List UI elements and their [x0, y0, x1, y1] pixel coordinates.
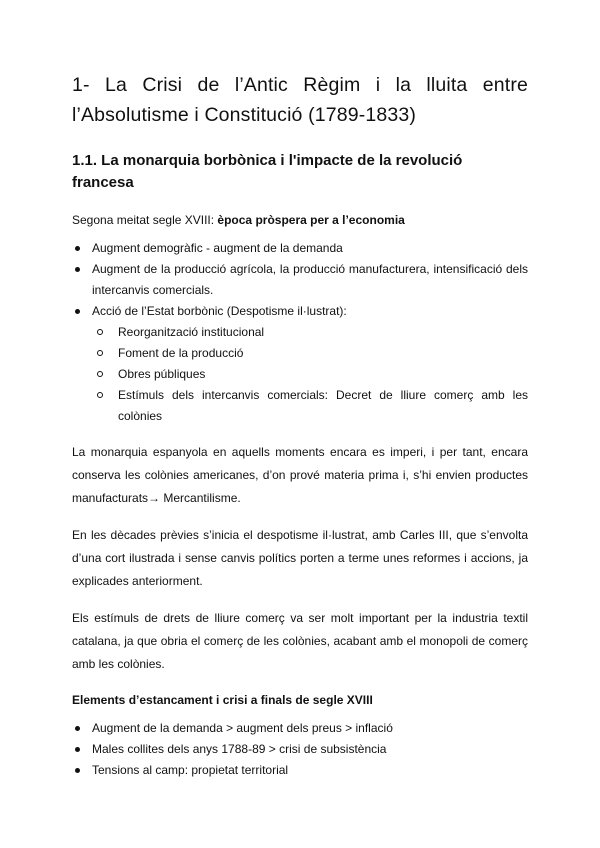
bullet-circle-icon — [97, 371, 103, 377]
list-item-text: Augment de la demanda > augment dels preus > inflació — [92, 721, 393, 735]
list-item — [72, 739, 528, 760]
sub-list-item — [92, 343, 528, 364]
sub-list-item-text: Foment de la producció — [118, 346, 244, 360]
sub-list-item — [92, 322, 528, 343]
document-title: 1- La Crisi de l’Antic Règim i la lluita entre l’Absolutisme i Constitució (1789-1833) — [72, 74, 528, 126]
list-item-text: Augment demogràfic - augment de la demanda — [92, 241, 343, 255]
bullet-list-crisis — [72, 718, 528, 781]
section-heading: 1.1. La monarquia borbònica i l'impacte de la revolució francesa — [72, 152, 463, 191]
bullet-dot-icon — [75, 246, 80, 251]
paragraph: La monarquia espanyola en aquells moments encara es imperi, i per tant, encara conserva les colònies americanes, d’on prové materia prima i, s’hi envien productes manufacturats→ Mercantilisme. — [72, 445, 528, 505]
bullet-dot-icon — [75, 309, 80, 314]
list-item — [72, 301, 528, 427]
bullet-dot-icon — [75, 726, 80, 731]
bullet-circle-icon — [97, 392, 103, 398]
bullet-circle-icon — [97, 350, 103, 356]
list-item-text: Males collites dels anys 1788-89 > crisi de subsistència — [92, 742, 387, 756]
paragraph: En les dècades prèvies s’inicia el despotisme il·lustrat, amb Carles III, que s’envolta d’una cort ilustrada i sense canvis polítics porten a terme unes reformes i accions, ja explicades anteriorment. — [72, 528, 528, 588]
bullet-list-economy — [72, 238, 528, 427]
subheading: Elements d’estancament i crisi a finals de segle XVIII — [72, 693, 373, 707]
sub-list-item-text: Estímuls dels intercanvis comercials: Decret de lliure comerç amb les colònies — [118, 388, 528, 423]
list-item — [72, 760, 528, 781]
sub-bullet-list — [92, 322, 528, 427]
list-item-text: Augment de la producció agrícola, la producció manufacturera, intensificació dels intercanvis comercials. — [92, 262, 528, 297]
list-item — [72, 259, 528, 301]
bullet-circle-icon — [97, 329, 103, 335]
bullet-dot-icon — [75, 267, 80, 272]
list-item-text: Tensions al camp: propietat territorial — [92, 763, 289, 777]
lead-line — [72, 210, 528, 230]
bullet-dot-icon — [75, 747, 80, 752]
list-item-text: Acció de l’Estat borbònic (Despotisme il·lustrat): — [92, 304, 347, 318]
paragraph: Els estímuls de drets de lliure comerç va ser molt important per la industria textil catalana, ja que obria el comerç de les colònies, acabant amb el monopoli de comerç amb les colònies. — [72, 611, 528, 671]
list-item — [72, 718, 528, 739]
lead-emphasis: època pròspera per a l’economia — [217, 213, 405, 227]
sub-list-item-text: Obres públiques — [118, 367, 206, 381]
lead-prefix: Segona meitat segle XVIII: — [72, 213, 218, 227]
list-item — [72, 238, 528, 259]
sub-list-item-text: Reorganització institucional — [118, 325, 265, 339]
sub-list-item — [92, 364, 528, 385]
bullet-dot-icon — [75, 768, 80, 773]
sub-list-item — [92, 385, 528, 427]
